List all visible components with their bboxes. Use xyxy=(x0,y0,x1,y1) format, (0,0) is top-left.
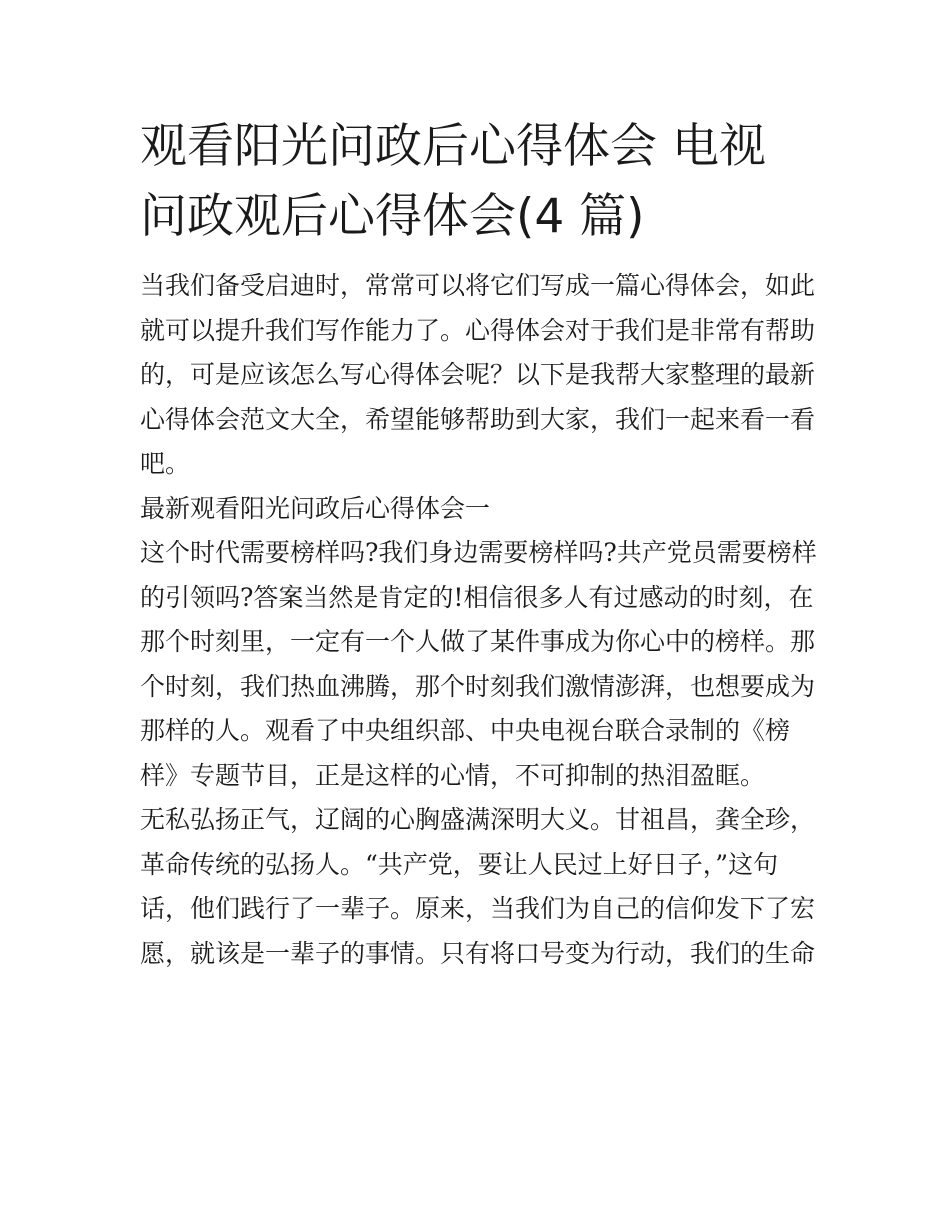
document-content xyxy=(140,112,817,976)
text-line: 就可以提升我们写作能力了。心得体会对于我们是非常有帮助 xyxy=(140,315,816,345)
text-line: 的引领吗?答案当然是肯定的!相信很多人有过感动的时刻，在 xyxy=(140,582,814,612)
text-line: 最新观看阳光问政后心得体会一 xyxy=(140,493,491,523)
intro-paragraph xyxy=(140,264,816,487)
text-line: 的，可是应该怎么写心得体会呢？以下是我帮大家整理的最新 xyxy=(140,360,816,389)
section-heading xyxy=(140,487,812,532)
text-line: 心得体会范文大全，希望能够帮助到大家，我们一起来看一看 xyxy=(140,404,816,434)
document-body xyxy=(140,264,817,976)
title-line: 观看阳光问政后心得体会 电视 xyxy=(140,119,766,174)
body-paragraph xyxy=(140,531,817,798)
text-line: 那个时刻里，一定有一个人做了某件事成为你心中的榜样。那 xyxy=(140,627,816,656)
document-title xyxy=(140,112,812,252)
text-line: 这个时代需要榜样吗?我们身边需要榜样吗?共产党员需要榜样 xyxy=(140,538,817,567)
title-line: 问政观后心得体会(4 篇) xyxy=(140,189,645,244)
text-line: 革命传统的弘扬人。“共产党，要让人民过上好日子，”这句 xyxy=(140,849,779,879)
text-line: 无私弘扬正气，辽阔的心胸盛满深明大义。甘祖昌，龚全珍， xyxy=(140,805,816,834)
body-paragraph xyxy=(140,798,816,976)
text-line: 话，他们践行了一辈子。原来，当我们为自己的信仰发下了宏 xyxy=(140,894,816,923)
text-line: 那样的人。观看了中央组织部、中央电视台联合录制的《榜 xyxy=(140,716,791,745)
text-line: 吧。 xyxy=(140,449,191,478)
text-line: 愿，就该是一辈子的事情。只有将口号变为行动，我们的生命 xyxy=(140,938,816,968)
text-line: 个时刻，我们热血沸腾，那个时刻我们激情澎湃，也想要成为 xyxy=(140,671,816,701)
text-line: 样》专题节目，正是这样的心情，不可抑制的热泪盈眶。 xyxy=(140,760,766,790)
text-line: 当我们备受启迪时，常常可以将它们写成一篇心得体会，如此 xyxy=(140,271,816,300)
